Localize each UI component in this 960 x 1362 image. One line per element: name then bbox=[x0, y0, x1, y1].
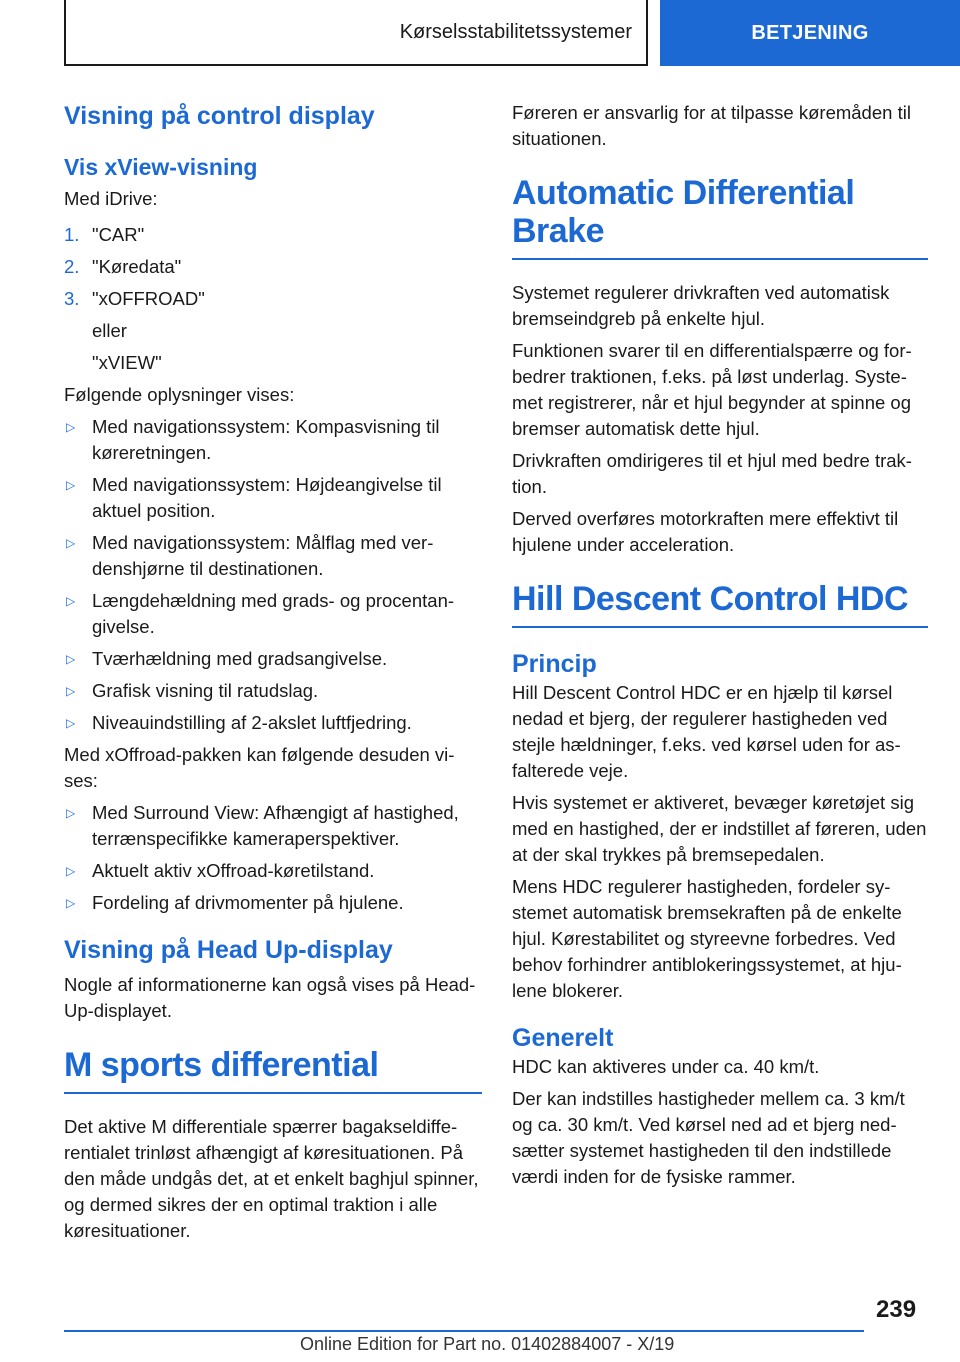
bullet-text: Med navigationssystem: Kompasvisning til køreretningen. bbox=[92, 416, 440, 463]
bullet-text: Niveauindstilling af 2-akslet luftfjedring. bbox=[92, 712, 412, 733]
heading-generelt: Generelt bbox=[512, 1024, 614, 1052]
heading-hud: Visning på Head Up-display bbox=[64, 936, 393, 964]
list-item bbox=[64, 222, 482, 248]
list-item bbox=[64, 646, 482, 672]
list-item bbox=[64, 890, 482, 916]
list-item bbox=[64, 858, 482, 884]
step3-or: eller bbox=[92, 320, 127, 341]
list-item bbox=[64, 710, 482, 736]
paragraph-driver-responsibility: Føreren er ansvarlig for at tilpasse køremåden til situationen. bbox=[512, 102, 911, 149]
header-section-title: Kørselsstabilitetssystemer bbox=[399, 20, 632, 43]
bullet-text: Aktuelt aktiv xOffroad-køretilstand. bbox=[92, 860, 375, 881]
triangle-bullet-icon: ▷ bbox=[66, 864, 76, 878]
heading-msport: M sports differential bbox=[64, 1046, 482, 1094]
step-number: 2. bbox=[64, 256, 80, 277]
bullet-text: Med navigationssystem: Målflag med verdenshjørne til destinationen. bbox=[92, 532, 434, 579]
paragraph-generelt-1: HDC kan aktiveres under ca. 40 km/t. bbox=[512, 1056, 820, 1077]
heading-adb: Automatic Differential Brake bbox=[512, 174, 928, 260]
step-number: 1. bbox=[64, 224, 80, 245]
footer-edition: Online Edition for Part no. 01402884007 - X/19 bbox=[300, 1334, 675, 1354]
right-column bbox=[512, 100, 928, 1196]
bullet-text: Grafisk visning til ratudslag. bbox=[92, 680, 319, 701]
bullet-text: Med Surround View: Afhængigt af hastighed, terrænspecifikke kameraperspektiver. bbox=[92, 802, 459, 849]
list-item bbox=[64, 678, 482, 704]
paragraph-adb-4: Derved overføres motorkraften mere effektivt til hjulene under acceleration. bbox=[512, 508, 899, 555]
paragraph-princip-3: Mens HDC regulerer hastigheden, fordeler systemet automatisk bremsekraften på de enkelte hjul. Kørestabilitet og styreevne forbedres. Ved behov forhindrer antiblokeringssystemet, at hjulene blokerer. bbox=[512, 876, 902, 1001]
step-text: "Køredata" bbox=[92, 256, 182, 277]
footer-divider bbox=[64, 1330, 864, 1332]
left-column bbox=[64, 100, 482, 1250]
heading-hdc: Hill Descent Control HDC bbox=[512, 580, 928, 628]
paragraph-adb-2: Funktionen svarer til en differentialspærre og forbedrer traktionen, f.eks. på løst underlag. Systemet registrerer, når et hjul begynder at spinne og bremser automatisk dette hjul. bbox=[512, 340, 912, 439]
triangle-bullet-icon: ▷ bbox=[66, 420, 76, 434]
list-item bbox=[64, 414, 482, 466]
list-item bbox=[64, 588, 482, 640]
triangle-bullet-icon: ▷ bbox=[66, 806, 76, 820]
heading-princip: Princip bbox=[512, 650, 597, 678]
bullet-text: Tværhældning med gradsangivelse. bbox=[92, 648, 388, 669]
heading-xview: Vis xView-visning bbox=[64, 154, 258, 180]
list-item bbox=[64, 254, 482, 280]
triangle-bullet-icon: ▷ bbox=[66, 478, 76, 492]
triangle-bullet-icon: ▷ bbox=[66, 594, 76, 608]
list-item bbox=[64, 472, 482, 524]
paragraph-princip-1: Hill Descent Control HDC er en hjælp til kørsel nedad et bjerg, der regulerer hastigheden ved stejle hældninger, f.eks. ved kørsel uden for asfalterede veje. bbox=[512, 682, 901, 781]
list-item bbox=[64, 286, 482, 312]
list-item bbox=[64, 530, 482, 582]
paragraph-msport: Det aktive M differentiale spærrer bagakseldifferentialet trinløst afhængigt af køresituationen. På den måde undgås det, at et enkelt baghjul spinner, og dermed sikres der en optimal traktion i alle køresituationer. bbox=[64, 1116, 479, 1241]
paragraph-xoffroad-intro: Med xOffroad-pakken kan følgende desuden vises: bbox=[64, 744, 455, 791]
bullet-text: Længdehældning med grads- og procentangivelse. bbox=[92, 590, 455, 637]
triangle-bullet-icon: ▷ bbox=[66, 716, 76, 730]
paragraph-following-info: Følgende oplysninger vises: bbox=[64, 384, 295, 405]
bullet-text: Fordeling af drivmomenter på hjulene. bbox=[92, 892, 404, 913]
list-item bbox=[64, 800, 482, 852]
paragraph-adb-1: Systemet regulerer drivkraften ved automatisk bremseindgreb på enkelte hjul. bbox=[512, 282, 890, 329]
paragraph-generelt-2: Der kan indstilles hastigheder mellem ca. 3 km/t og ca. 30 km/t. Ved kørsel ned ad et bjerg nedsætter systemet hastigheden til den indstillede værdi inden for de fysiske rammer. bbox=[512, 1088, 905, 1187]
triangle-bullet-icon: ▷ bbox=[66, 684, 76, 698]
header-section-box bbox=[64, 0, 648, 66]
page-number: 239 bbox=[876, 1296, 917, 1323]
header-chapter-tab bbox=[660, 0, 960, 66]
step-number: 3. bbox=[64, 288, 80, 309]
heading-control-display: Visning på control display bbox=[64, 102, 375, 130]
step-text: "CAR" bbox=[92, 224, 145, 245]
header-chapter-label: BETJENING bbox=[751, 21, 869, 44]
step-text: "xOFFROAD" bbox=[92, 288, 205, 309]
bullet-list-info bbox=[64, 414, 482, 736]
triangle-bullet-icon: ▷ bbox=[66, 652, 76, 666]
triangle-bullet-icon: ▷ bbox=[66, 896, 76, 910]
step3-alt: "xVIEW" bbox=[92, 352, 162, 373]
steps-list bbox=[64, 222, 482, 312]
triangle-bullet-icon: ▷ bbox=[66, 536, 76, 550]
bullet-text: Med navigationssystem: Højdeangivelse til aktuel position. bbox=[92, 474, 442, 521]
paragraph-with-idrive: Med iDrive: bbox=[64, 188, 158, 209]
paragraph-hud: Nogle af informationerne kan også vises på Head-Up-displayet. bbox=[64, 974, 476, 1021]
paragraph-adb-3: Drivkraften omdirigeres til et hjul med bedre traktion. bbox=[512, 450, 912, 497]
paragraph-princip-2: Hvis systemet er aktiveret, bevæger køretøjet sig med en hastighed, der er indstillet af føreren, uden at der skal trykkes på bremsepedalen. bbox=[512, 792, 927, 865]
bullet-list-xoffroad bbox=[64, 800, 482, 916]
